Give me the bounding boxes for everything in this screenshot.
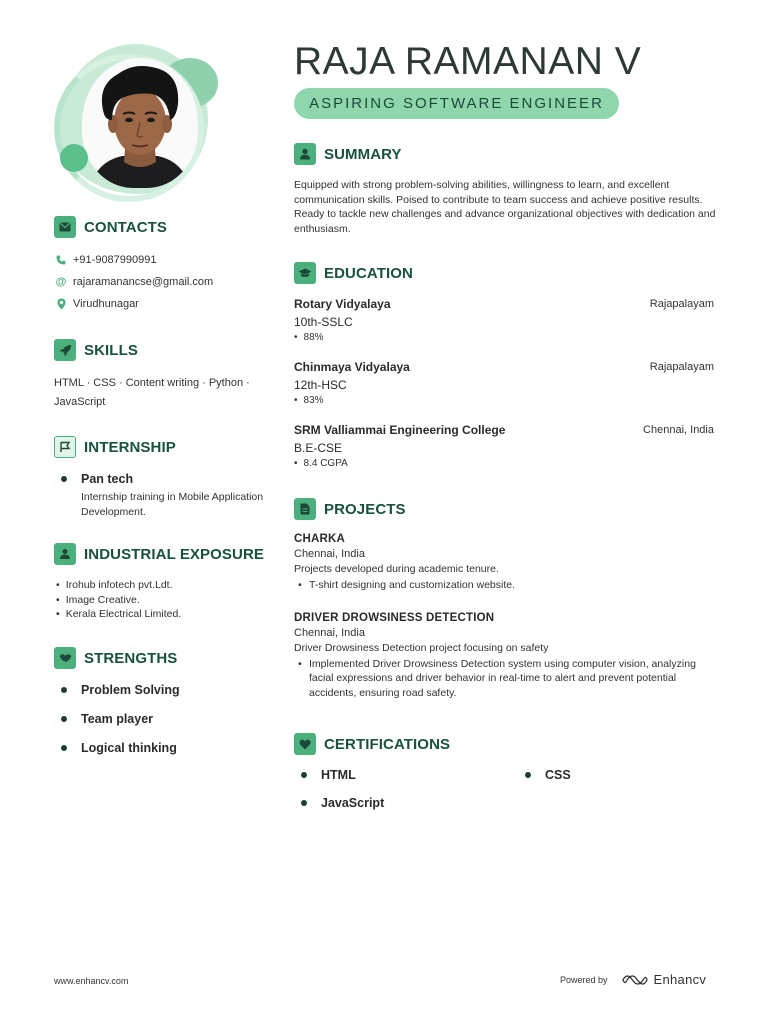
list-item: • Kerala Electrical Limited. <box>56 607 266 622</box>
skills-heading <box>54 339 138 361</box>
degree: B.E-CSE <box>294 441 343 455</box>
project-location: Chennai, India <box>294 627 365 639</box>
education-entry <box>294 297 716 349</box>
school-location: Rajapalayam <box>649 298 714 310</box>
internship-description: Internship training in Mobile Application Development. <box>81 491 264 518</box>
list-item: Logical thinking <box>54 740 268 755</box>
enhancv-logo-icon <box>622 974 648 986</box>
phone-icon <box>56 254 66 266</box>
project-name: DRIVER DROWSINESS DETECTION <box>294 612 495 624</box>
contacts-heading <box>54 216 167 238</box>
project-entry <box>294 533 716 592</box>
phone-text[interactable]: +91-9087990991 <box>73 253 157 266</box>
result: • 8.4 CGPA <box>294 458 716 469</box>
role-badge: ASPIRING SOFTWARE ENGINEER <box>294 88 619 119</box>
school-location: Chennai, India <box>643 424 714 436</box>
powered-by-label: Powered by <box>560 974 608 985</box>
strengths-title: STRENGTHS <box>84 649 178 667</box>
strengths-heading <box>54 647 177 669</box>
degree: 10th-SSLC <box>294 315 353 329</box>
projects-title: PROJECTS <box>324 500 406 518</box>
list-item: • Image Creative. <box>56 593 266 608</box>
rocket-icon <box>54 339 76 361</box>
contact-phone <box>56 253 266 266</box>
flag-icon <box>54 436 76 458</box>
avatar <box>82 58 198 188</box>
project-location: Chennai, India <box>294 548 365 560</box>
education-entry <box>294 360 716 412</box>
handshake-icon <box>54 647 76 669</box>
person-icon <box>294 143 316 165</box>
internship-company: Pan tech <box>54 471 268 486</box>
project-description: Projects developed during academic tenure. <box>294 563 499 575</box>
list-item: Team player <box>54 711 268 726</box>
school-name: Rotary Vidyalaya <box>294 297 391 311</box>
certification-item: HTML <box>294 767 356 782</box>
project-entry <box>294 612 716 700</box>
at-sign-icon: @ <box>55 275 67 288</box>
location-pin-icon <box>56 298 66 310</box>
strengths-list <box>54 682 268 755</box>
footer-website[interactable]: www.enhancv.com <box>54 976 129 986</box>
envelope-icon <box>54 216 76 238</box>
school-location: Rajapalayam <box>649 361 714 373</box>
projects-heading <box>294 498 406 520</box>
brand-name: Enhancv <box>653 972 707 987</box>
certifications-title: CERTIFICATIONS <box>324 735 451 753</box>
list-item: • Irohub infotech pvt.Ldt. <box>56 578 266 593</box>
certification-item: CSS <box>518 767 571 782</box>
education-entry <box>294 423 716 475</box>
internship-heading <box>54 436 176 458</box>
result: • 83% <box>294 395 716 406</box>
contact-email <box>56 275 266 288</box>
result: • 88% <box>294 332 716 343</box>
profile-photo <box>52 44 222 204</box>
project-description: Driver Drowsiness Detection project focusing on safety <box>294 642 549 654</box>
people-icon <box>54 543 76 565</box>
location-text: Virudhunagar <box>73 297 139 310</box>
project-bullet: • T-shirt designing and customization website. <box>294 578 716 592</box>
industrial-exposure-title: INDUSTRIAL EXPOSURE <box>84 545 264 563</box>
certifications-heading <box>294 733 450 755</box>
project-name: CHARKA <box>294 533 346 545</box>
industrial-exposure-list <box>56 578 266 622</box>
email-text[interactable]: rajaramanancse@gmail.com <box>73 275 214 288</box>
skills-title: SKILLS <box>84 341 138 359</box>
summary-title: SUMMARY <box>324 145 402 163</box>
list-item: Problem Solving <box>54 682 268 697</box>
contacts-title: CONTACTS <box>84 218 168 236</box>
document-icon <box>294 498 316 520</box>
education-heading <box>294 262 413 284</box>
education-title: EDUCATION <box>324 264 413 282</box>
project-bullet: • Implemented Driver Drowsiness Detection system using computer vision, analyzing facial expressions and driver behavior in real-time to alert and prevent potential accidents, ensuring road safety. <box>294 657 716 700</box>
degree: 12th-HSC <box>294 378 347 392</box>
contact-location <box>56 297 266 310</box>
footer-branding <box>560 972 706 987</box>
graduation-cap-icon <box>294 262 316 284</box>
certification-item: JavaScript <box>294 795 384 810</box>
school-name: SRM Valliammai Engineering College <box>294 423 506 437</box>
school-name: Chinmaya Vidyalaya <box>294 360 410 374</box>
industrial-exposure-heading <box>54 543 264 565</box>
summary-text: Equipped with strong problem-solving abilities, willingness to learn, and excellent communication skills. Poised to contribute to team success and achieve positive results. Ready to tackle new challenges and advance organizational objectives with dedication and enthusiasm. <box>294 179 716 235</box>
brand-logo[interactable] <box>622 972 707 987</box>
summary-heading <box>294 143 402 165</box>
heart-icon <box>294 733 316 755</box>
skills-list: HTML · CSS · Content writing · Python · JavaScript <box>54 377 250 408</box>
candidate-name: RAJA RAMANAN V <box>294 40 642 83</box>
internship-title: INTERNSHIP <box>84 438 176 456</box>
